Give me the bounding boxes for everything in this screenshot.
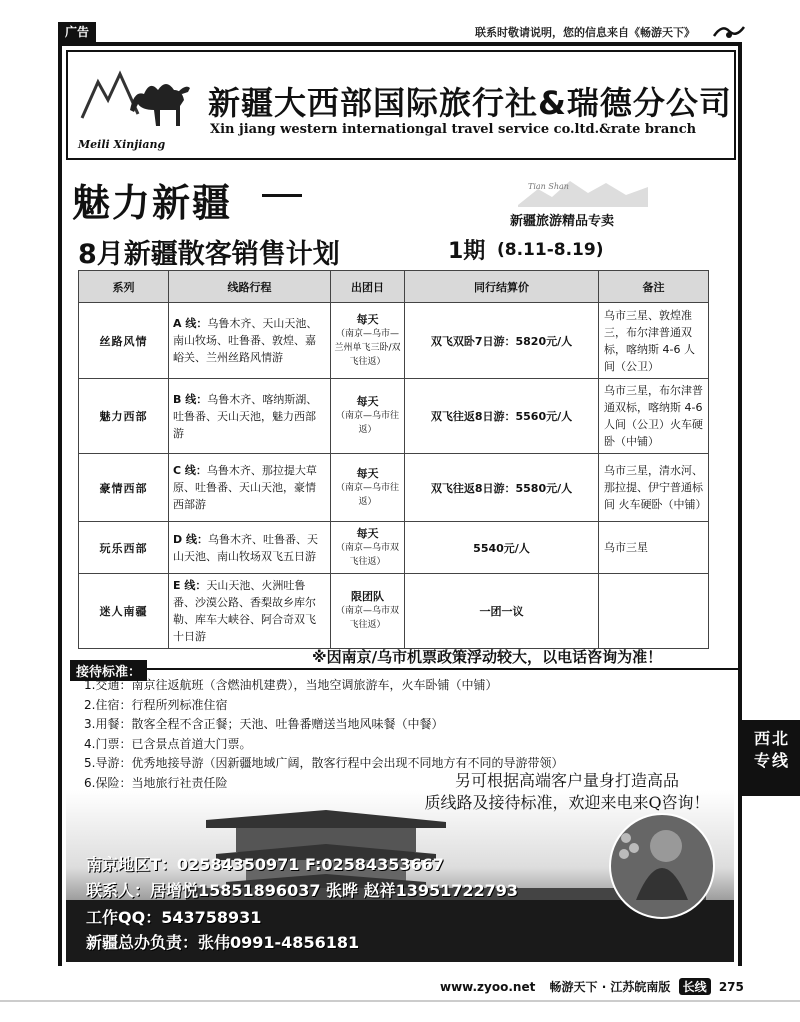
company-header [66,50,736,160]
top-bar [0,0,800,44]
table-row [79,303,709,379]
plan-issue: 1期 [448,239,486,264]
magazine-logo-icon [712,22,746,40]
note-cell: 乌市三星 [599,522,709,574]
header-price: 同行结算价 [405,271,599,303]
tianshan-mountain-icon [518,175,648,207]
contact-phone: 南京地区T：02584350971 F:02584353667 [86,855,444,874]
table-row [79,454,709,522]
price-cell: 双飞往返8日游：5560元/人 [405,379,599,454]
route-cell: E 线：天山天池、火洲吐鲁番、沙漠公路、香梨故乡库尔勒、库车大峡谷、阿合奇双飞十日游 [169,574,331,649]
logo-caption: Meili Xinjiang [78,138,166,151]
list-item: 3.用餐：散客全程不含正餐；天池、吐鲁番赠送当地风味餐（中餐） [84,717,444,731]
note-cell: 乌市三星，清水河、那拉提、伊宁普通标间 火车硬卧（中铺） [599,454,709,522]
note-cell: 乌市三星、敦煌准三，布尔津普通双标，喀纳斯 4-6 人间（公卫） [599,303,709,379]
table-row [79,379,709,454]
list-item: 4.门票：已含景点首道大门票。 [84,736,252,751]
route-table [78,270,709,649]
source-notice: 联系时敬请说明，您的信息来自《畅游天下》 [475,26,695,39]
series-cell: 迷人南疆 [79,574,169,649]
departure-cell: 每天 （南京—乌市双飞往返） [331,522,405,574]
price-cell: 一团一议 [405,574,599,649]
page-number: 275 [718,980,744,994]
footer-divider [0,1000,800,1002]
plan-title: 8月新疆散客销售计划 [78,239,340,270]
standards-divider [70,668,740,670]
note-cell [599,574,709,649]
ad-tag: 广告 [58,22,96,42]
departure-cell: 每天 （南京—乌市往返） [331,379,405,454]
route-cell: A 线：乌鲁木齐、天山天池、南山牧场、吐鲁番、敦煌、嘉峪关、兰州丝路风情游 [169,303,331,379]
series-cell: 魅力西部 [79,379,169,454]
note-cell: 乌市三星，布尔津普通双标，喀纳斯 4-6 人间（公卫）火车硬卧（中铺） [599,379,709,454]
table-row [79,574,709,649]
plan-date: (8.11-8.19) [497,240,604,260]
list-item: 2.住宿：行程所列标准住宿 [84,697,228,712]
header-note: 备注 [599,271,709,303]
footer-badge: 长线 [679,978,711,995]
contact-qq: 工作QQ：543758931 [86,908,262,927]
departure-cell: 限团队 （南京—乌市双飞往返） [331,574,405,649]
specialty-label: 新疆旅游精品专卖 [510,214,615,229]
standards-title: 接待标准： [70,660,147,681]
departure-cell: 每天 （南京—乌市往返） [331,454,405,522]
header-series: 系列 [79,271,169,303]
table-row [79,522,709,574]
contact-person: 联系人：居增悦15851896037 张晔 赵祥13951722793 [86,881,519,900]
route-cell: C 线：乌鲁木齐、那拉提大草原、吐鲁番、天山天池，豪情西部游 [169,454,331,522]
header-departure: 出团日 [331,271,405,303]
footer-magazine: 畅游天下 · 江苏皖南版 [549,980,671,994]
table-header-row [79,271,709,303]
svg-text:Tian Shan: Tian Shan [528,182,569,191]
fare-note: ※因南京/乌市机票政策浮动较大，以电话咨询为准！ [312,648,663,666]
price-cell: 双飞双卧7日游：5820元/人 [405,303,599,379]
list-item: 6.保险：当地旅行社责任险 [84,775,228,790]
list-item: 5.导游：优秀地接导游（因新疆地域广阔，散客行程中会出现不同地方有不同的导游带领） [84,756,564,770]
header-route: 线路行程 [169,271,331,303]
footer-website-link[interactable]: www.zyoo.net [440,980,536,994]
custom-service-text: 另可根据高端客户量身打造高品 质线路及接待标准，欢迎来电来Q咨询！ [424,771,710,812]
contact-head-office: 新疆总办负责：张伟0991-4856181 [86,933,360,952]
list-item: 1.交通：南京往返航班（含燃油机建费），当地空调旅游车，火车卧铺（中铺） [84,678,498,692]
company-name-cn: 新疆大西部国际旅行社&瑞德分公司 [208,84,732,122]
slogan: 魅力新疆 [72,181,233,225]
page-footer [440,978,744,995]
route-cell: D 线：乌鲁木齐、吐鲁番、天山天池、南山牧场双飞五日游 [169,522,331,574]
price-cell: 5540元/人 [405,522,599,574]
series-cell: 豪情西部 [79,454,169,522]
route-cell: B 线：乌鲁木齐、喀纳斯湖、吐鲁番、天山天池，魅力西部游 [169,379,331,454]
company-name-en: Xin jiang western internationgal travel service co.ltd.&rate branch [210,122,697,137]
series-cell: 玩乐西部 [79,522,169,574]
price-cell: 双飞往返8日游：5580元/人 [405,454,599,522]
section-side-tab: 西北专线 [742,720,800,796]
camel-mountain-logo-icon [76,60,194,150]
departure-cell: 每天 （南京—乌市—兰州单飞三卧/双飞往返） [331,303,405,379]
series-cell: 丝路风情 [79,303,169,379]
slogan-dash [262,194,302,197]
